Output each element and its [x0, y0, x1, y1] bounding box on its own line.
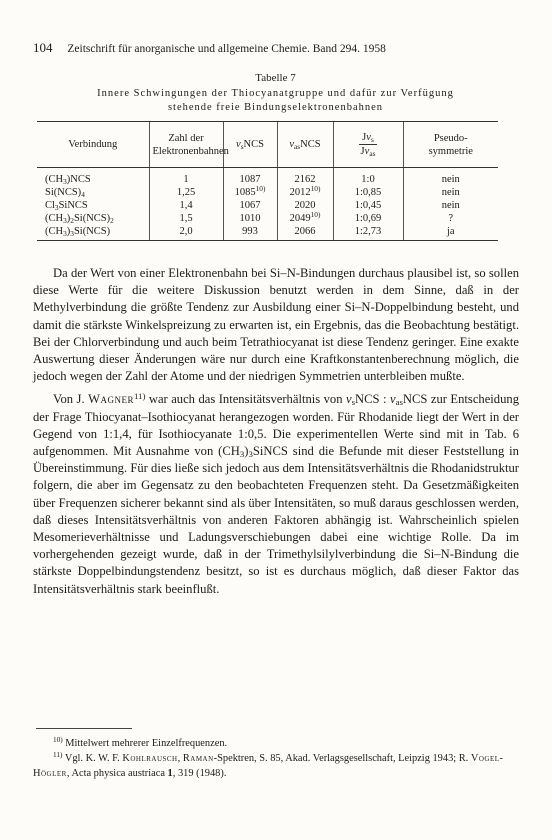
table-row	[37, 225, 498, 241]
paragraph-2: Von J. Wagner$^{11)}$ war auch das Intensitätsverhältnis von $\nu_sNCS$ : $\nu_{as}NCS$ zur Entscheidung der Frage Thiocyanat–Isothiocyanat herangezogen worden. Für Rhodanide liegt der Wert in der Gegend von 1:1,4, für Isothiocyanate 1:0,5. Die experimentellen Werte sind mit in Tab. 6 aufgenommen. Mit Ausnahme von $(CH_3)_3SiNCS$ sind die Befunde mit dieser Feststellung in Übereinstimmung. Für dies ließe sich jedoch aus dem Intensitätsverhältnis die Rhodanidstruktur folgern, die aber im Gegensatz zu den beobachteten Frequenzen steht. Da Gesetzmäßigkeiten über Frequenzen sicherer bekannt sind als über Intensitäten, so muß daraus geschlossen werden, daß dieses Intensitätsverhältnis von anderen Faktoren abhängig ist. Wahrscheinlich spielen Mesomerieverhältnisse und Ladungsverschiebungen dabei eine wichtige Rolle. Da im vorhergehenden gezeigt wurde, daß in der Trimethylsilylverbindung die Si–N-Bindung die stärkste Doppelbindungstendenz besitzt, so ist es durchaus möglich, daß dieser Faktor das Intensitätsverhältnis stark beeinflußt.	[33, 391, 519, 596]
cell-nu-s: 993	[223, 225, 277, 241]
cell-nu-as: 2020	[277, 199, 333, 212]
table-caption-line-2: stehende freie Bindungselektronenbahnen	[167, 102, 384, 113]
cell-pseudosymmetrie: nein	[403, 168, 498, 187]
paragraph-1: Da der Wert von einer Elektronenbahn bei Si–N-Bindungen durchaus plausibel ist, so sollen diese Werte für die weitere Diskussion benutzt werden in dem Sinne, daß in der Methylverbindung die größte Tendenz zur Ausbildung einer Si–N-Doppelbindung besteht, und damit die stärkste Winkelspreizung zu erwarten ist, ein Ergebnis, das die Beobachtung bestätigt. Bei der Chlorverbindung und auch beim Tetrathiocyanat ist diese Tendenz geringer. Eine exakte Auswertung dieser Änderungen wäre nur durch eine Kraftkonstantenberechnung möglich, die jedoch wegen der Zahl der Atome und der niedrigen Symmetrien unterbleiben mußte.	[33, 266, 519, 384]
cell-pseudosymmetrie: ?	[403, 212, 498, 225]
header-nu-as: $\nu_{as}NCS$	[277, 122, 333, 168]
table-header-row	[37, 122, 498, 168]
header-nu-as-label: NCS	[300, 139, 321, 150]
footnote-10: $^{10)}$ Mittelwert mehrerer Einzelfrequenzen.	[53, 736, 228, 749]
table-row	[37, 212, 498, 225]
header-verbindung: Verbindung	[37, 122, 149, 168]
table-caption	[33, 87, 518, 115]
footnote-11-mark: 11)	[53, 751, 63, 759]
cell-zahl: 1,5	[149, 212, 223, 225]
cell-pseudosymmetrie: ja	[403, 225, 498, 241]
cell-verbindung: $(CH_3)NCS$	[45, 174, 91, 186]
header-zahl-line-2: Elektronenbahnen	[152, 145, 229, 157]
table-row	[37, 168, 498, 187]
table-title: Tabelle 7	[255, 72, 296, 84]
footnote-10-mark: 10)	[53, 736, 63, 744]
page-number: 104	[33, 40, 53, 55]
cell-pseudosymmetrie: nein	[403, 186, 498, 199]
cell-ratio: 1:0,45	[333, 199, 403, 212]
body-text	[33, 265, 519, 598]
header-pseudo-line-2: symmetrie	[428, 145, 473, 157]
page-header	[33, 40, 523, 56]
footnote-ref: 10)	[310, 184, 321, 193]
header-pseudo-line-1: Pseudo-	[433, 132, 468, 144]
header-pseudosymmetrie	[403, 122, 498, 168]
footnote-11: $^{11)}$ Vgl. K. W. F. Kohlrausch, Raman-Spektren, S. 85, Akad. Verlagsgesellschaft, Leipzig 1943; R. Vogel-Högler, Acta physica austriaca 1, 319 (1948).	[33, 751, 504, 779]
ratio-denominator: J	[360, 146, 365, 157]
cell-verbindung: $Cl_3SiNCS$	[45, 200, 88, 212]
header-nu-s: $\nu_sNCS$	[223, 122, 277, 168]
header-intensity-ratio: $\frac{J\nu_s}{J\nu_{as}}$	[333, 122, 403, 168]
cell-verbindung: $(CH_3)_3Si(NCS)$	[37, 225, 149, 241]
footnote-divider	[36, 728, 132, 729]
table-row	[37, 186, 498, 199]
reference-11: 11)	[133, 391, 146, 402]
cell-nu-s: 1067	[223, 199, 277, 212]
cell-zahl: 1,25	[149, 186, 223, 199]
cell-nu-as: 2049$^{10)}$	[277, 212, 333, 225]
cell-zahl: 2,0	[149, 225, 223, 241]
vibration-table	[37, 121, 498, 241]
cell-nu-as: 2162	[277, 168, 333, 187]
cell-ratio: 1:0,85	[333, 186, 403, 199]
journal-title: Zeitschrift für anorganische und allgemeine Chemie. Band 294. 1958	[67, 43, 386, 55]
footnote-ref: 10)	[255, 184, 266, 193]
footnote-ref: 10)	[310, 210, 321, 219]
cell-zahl: 1,4	[149, 199, 223, 212]
cell-verbindung: $(CH_3)_2Si(NCS)_2$	[45, 213, 114, 225]
ratio-numerator: J	[362, 132, 367, 143]
cell-ratio: 1:2,73	[333, 225, 403, 241]
cell-nu-s: 1087	[223, 168, 277, 187]
cell-nu-s: 1085$^{10)}$	[223, 186, 277, 199]
table-row	[37, 199, 498, 212]
table-caption-line-1: Innere Schwingungen der Thiocyanatgruppe und dafür zur Verfügung	[97, 88, 454, 99]
cell-verbindung: $Si(NCS)_4$	[45, 187, 85, 199]
cell-ratio: 1:0,69	[333, 212, 403, 225]
table-body	[37, 168, 498, 241]
author-wagner: Wagner	[88, 392, 134, 407]
header-zahl-line-1: Zahl der	[168, 132, 204, 144]
cell-nu-as: 2012$^{10)}$	[277, 186, 333, 199]
footnotes	[33, 736, 519, 781]
header-nu-s-label: NCS	[243, 139, 264, 150]
cell-nu-s: 1010	[223, 212, 277, 225]
header-zahl	[149, 122, 229, 168]
cell-zahl: 1	[149, 168, 223, 187]
cell-nu-as: 2066	[277, 225, 333, 241]
cell-pseudosymmetrie: nein	[403, 199, 498, 212]
cell-ratio: 1:0	[333, 168, 403, 187]
